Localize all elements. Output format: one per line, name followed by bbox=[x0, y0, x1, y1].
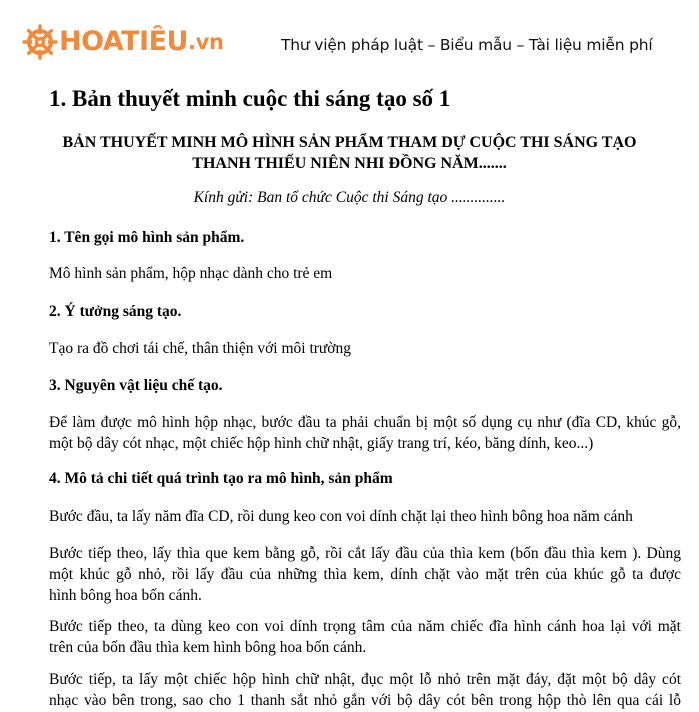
site-logo[interactable] bbox=[22, 22, 224, 62]
heading-creative-idea: 2. Ý tưởng sáng tạo. bbox=[49, 303, 182, 320]
text-line: Bước đầu, ta lấy năm đĩa CD, rồi dung keo con voi dính chặt lại theo hình bông hoa năm cánh bbox=[49, 508, 633, 525]
text-line: nhạc vào bên trong, sao cho 1 thanh sắt nhỏ gắn với bộ dây cót bên trong hộp thò lên qua cái lỗ bbox=[49, 692, 681, 709]
process-paragraph-2 bbox=[49, 543, 681, 606]
site-tagline: Thư viện pháp luật – Biểu mẫu – Tài liệu miễn phí bbox=[281, 36, 653, 54]
document-title-line-1: BẢN THUYẾT MINH MÔ HÌNH SẢN PHẨM THAM DỰ CUỘC THI SÁNG TẠO bbox=[62, 134, 637, 151]
body-product-name: Mô hình sản phẩm, hộp nhạc dành cho trẻ em bbox=[49, 265, 333, 282]
text-line: Bước tiếp, ta lấy một chiếc hộp hình chữ nhật, đục một lỗ nhỏ trên mặt đáy, đặt một bộ dây cót bbox=[49, 671, 681, 688]
logo-domain-suffix: .vn bbox=[187, 30, 224, 54]
greeting: Kính gửi: Ban tổ chức Cuộc thi Sáng tạo .............. bbox=[193, 189, 506, 206]
text-line: Để làm được mô hình hộp nhạc, bước đầu ta phải chuẩn bị một số dụng cụ như (đĩa CD, khúc gỗ, bbox=[49, 414, 681, 431]
text-line: một bộ dây cót nhạc, một chiếc hộp hình chữ nhật, giấy trang trí, kéo, băng dính, keo...) bbox=[49, 435, 594, 452]
text-line: Bước tiếp theo, lấy thìa que kem bằng gỗ, rồi cắt lấy đầu của thìa kem (bốn đầu thìa kem ). Dùng bbox=[49, 545, 681, 562]
process-paragraph-4 bbox=[49, 669, 681, 711]
logo-wordmark: HOATIÊU bbox=[59, 26, 188, 57]
heading-materials: 3. Nguyên vật liệu chế tạo. bbox=[49, 377, 223, 394]
text-line: trên của bốn đầu thìa kem hình bông hoa bốn cánh. bbox=[49, 639, 367, 656]
text-line: Bước tiếp theo, ta dùng keo con voi dính trọng tâm của năm chiếc đĩa hình cánh hoa lại với mặt bbox=[49, 618, 681, 635]
heading-process: 4. Mô tả chi tiết quá trình tạo ra mô hình, sản phẩm bbox=[49, 470, 393, 487]
heading-product-name: 1. Tên gọi mô hình sản phẩm. bbox=[49, 229, 245, 246]
document-title-line-2: THANH THIẾU NIÊN NHI ĐỒNG NĂM....... bbox=[192, 155, 507, 172]
body-materials bbox=[49, 412, 681, 454]
ship-wheel-icon bbox=[22, 24, 58, 60]
text-line: một khúc gỗ nhỏ, rồi lấy đầu của những thìa kem, dính chặt vào mặt trên của khúc gỗ ta được bbox=[49, 566, 681, 583]
process-paragraph-3 bbox=[49, 616, 681, 658]
body-creative-idea: Tạo ra đồ chơi tái chế, thân thiện với môi trường bbox=[49, 340, 352, 357]
section-title: 1. Bản thuyết minh cuộc thi sáng tạo số 1 bbox=[49, 86, 451, 111]
text-line: hình bông hoa bốn cánh. bbox=[49, 587, 202, 604]
process-paragraph-1 bbox=[49, 506, 681, 527]
site-header bbox=[0, 0, 699, 75]
